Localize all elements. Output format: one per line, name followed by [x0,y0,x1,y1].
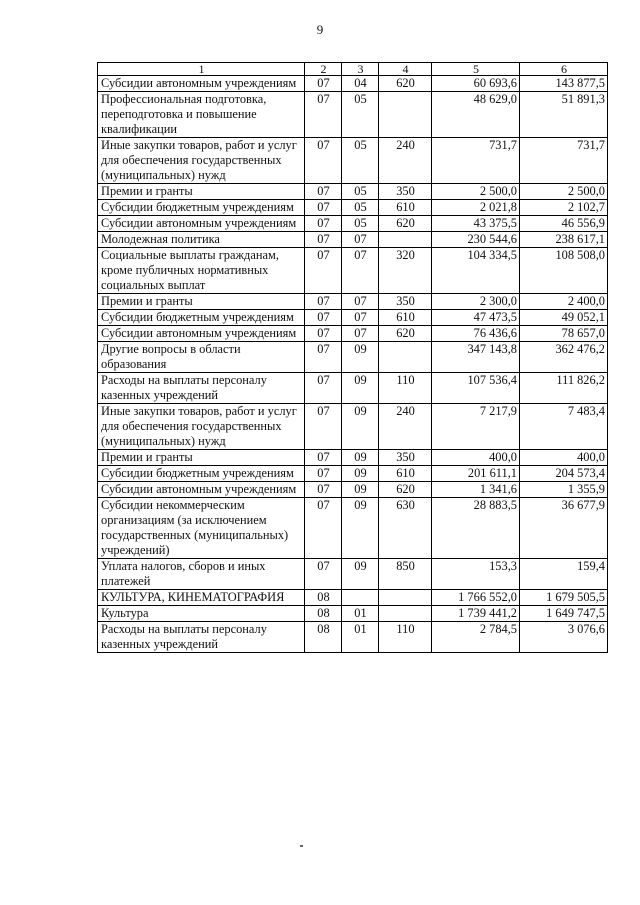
expense-type-cell: 350 [379,450,432,466]
subsection-code-cell: 05 [342,92,379,138]
amount-year2-cell: 3 076,6 [520,622,608,653]
table-row [98,184,608,200]
amount-year2-cell: 400,0 [520,450,608,466]
name-cell: Другие вопросы в области образования [98,342,305,373]
section-code-cell: 08 [305,606,342,622]
amount-year1-cell: 731,7 [432,138,520,184]
section-code-cell: 07 [305,310,342,326]
amount-year2-cell: 731,7 [520,138,608,184]
amount-year2-cell: 204 573,4 [520,466,608,482]
section-code-cell: 07 [305,76,342,92]
subsection-code-cell: 05 [342,200,379,216]
table-row [98,482,608,498]
section-code-cell: 07 [305,138,342,184]
amount-year2-cell: 111 826,2 [520,373,608,404]
name-cell: Социальные выплаты гражданам, кроме публичных нормативных социальных выплат [98,248,305,294]
name-cell: Субсидии некоммерческим организациям (за исключением государственных (муниципальных) учреждений) [98,498,305,559]
subsection-code-cell: 07 [342,294,379,310]
expense-type-cell: 110 [379,622,432,653]
table-row [98,590,608,606]
expense-type-cell: 240 [379,138,432,184]
amount-year2-cell: 49 052,1 [520,310,608,326]
budget-table [97,62,608,653]
amount-year2-cell: 1 355,9 [520,482,608,498]
name-cell: Субсидии бюджетным учреждениям [98,466,305,482]
table-row [98,498,608,559]
table-row [98,606,608,622]
table-header-row [98,63,608,76]
expense-type-cell: 350 [379,184,432,200]
name-cell: Профессиональная подготовка, переподготовка и повышение квалификации [98,92,305,138]
amount-year2-cell: 1 649 747,5 [520,606,608,622]
name-cell: Расходы на выплаты персоналу казенных учреждений [98,622,305,653]
amount-year2-cell: 7 483,4 [520,404,608,450]
amount-year2-cell: 362 476,2 [520,342,608,373]
table-row [98,622,608,653]
subsection-code-cell: 05 [342,184,379,200]
section-code-cell: 07 [305,482,342,498]
subsection-code-cell: 09 [342,498,379,559]
expense-type-cell: 110 [379,373,432,404]
section-code-cell: 07 [305,404,342,450]
amount-year1-cell: 2 300,0 [432,294,520,310]
name-cell: КУЛЬТУРА, КИНЕМАТОГРАФИЯ [98,590,305,606]
amount-year2-cell: 78 657,0 [520,326,608,342]
table-row [98,294,608,310]
amount-year2-cell: 1 679 505,5 [520,590,608,606]
amount-year1-cell: 60 693,6 [432,76,520,92]
header-cell: 2 [305,63,342,76]
section-code-cell: 07 [305,498,342,559]
name-cell: Премии и гранты [98,294,305,310]
amount-year1-cell: 107 536,4 [432,373,520,404]
section-code-cell: 07 [305,200,342,216]
subsection-code-cell: 05 [342,138,379,184]
amount-year1-cell: 43 375,5 [432,216,520,232]
scan-speck [300,845,303,847]
expense-type-cell: 620 [379,216,432,232]
name-cell: Иные закупки товаров, работ и услуг для обеспечения государственных (муниципальных) нужд [98,404,305,450]
name-cell: Премии и гранты [98,450,305,466]
amount-year1-cell: 1 739 441,2 [432,606,520,622]
table-row [98,76,608,92]
amount-year2-cell: 143 877,5 [520,76,608,92]
expense-type-cell [379,342,432,373]
subsection-code-cell: 09 [342,466,379,482]
amount-year2-cell: 159,4 [520,559,608,590]
expense-type-cell: 850 [379,559,432,590]
expense-type-cell: 610 [379,310,432,326]
amount-year1-cell: 28 883,5 [432,498,520,559]
subsection-code-cell: 07 [342,326,379,342]
section-code-cell: 07 [305,184,342,200]
subsection-code-cell [342,590,379,606]
name-cell: Субсидии автономным учреждениям [98,216,305,232]
section-code-cell: 07 [305,342,342,373]
header-cell: 1 [98,63,305,76]
subsection-code-cell: 09 [342,404,379,450]
expense-type-cell: 620 [379,326,432,342]
table-row [98,342,608,373]
amount-year1-cell: 1 766 552,0 [432,590,520,606]
section-code-cell: 07 [305,232,342,248]
amount-year1-cell: 1 341,6 [432,482,520,498]
amount-year2-cell: 51 891,3 [520,92,608,138]
amount-year2-cell: 2 102,7 [520,200,608,216]
table-row [98,466,608,482]
amount-year2-cell: 2 400,0 [520,294,608,310]
section-code-cell: 07 [305,450,342,466]
amount-year1-cell: 400,0 [432,450,520,466]
subsection-code-cell: 09 [342,450,379,466]
table-row [98,373,608,404]
section-code-cell: 08 [305,590,342,606]
section-code-cell: 07 [305,248,342,294]
section-code-cell: 08 [305,622,342,653]
amount-year1-cell: 104 334,5 [432,248,520,294]
section-code-cell: 07 [305,466,342,482]
expense-type-cell [379,232,432,248]
expense-type-cell [379,590,432,606]
header-cell: 5 [432,63,520,76]
name-cell: Субсидии автономным учреждениям [98,326,305,342]
expense-type-cell: 610 [379,466,432,482]
section-code-cell: 07 [305,294,342,310]
name-cell: Субсидии бюджетным учреждениям [98,200,305,216]
amount-year2-cell: 46 556,9 [520,216,608,232]
amount-year1-cell: 230 544,6 [432,232,520,248]
page-number: 9 [316,22,324,37]
amount-year1-cell: 2 784,5 [432,622,520,653]
table-row [98,232,608,248]
expense-type-cell [379,606,432,622]
header-cell: 3 [342,63,379,76]
subsection-code-cell: 01 [342,606,379,622]
subsection-code-cell: 01 [342,622,379,653]
name-cell: Премии и гранты [98,184,305,200]
subsection-code-cell: 09 [342,482,379,498]
name-cell: Иные закупки товаров, работ и услуг для обеспечения государственных (муниципальных) нужд [98,138,305,184]
section-code-cell: 07 [305,92,342,138]
subsection-code-cell: 09 [342,559,379,590]
subsection-code-cell: 07 [342,310,379,326]
subsection-code-cell: 07 [342,232,379,248]
expense-type-cell: 620 [379,76,432,92]
amount-year2-cell: 238 617,1 [520,232,608,248]
table-row [98,404,608,450]
expense-type-cell: 350 [379,294,432,310]
subsection-code-cell: 09 [342,342,379,373]
expense-type-cell: 610 [379,200,432,216]
amount-year1-cell: 48 629,0 [432,92,520,138]
section-code-cell: 07 [305,216,342,232]
table-row [98,450,608,466]
amount-year2-cell: 36 677,9 [520,498,608,559]
name-cell: Субсидии автономным учреждениям [98,76,305,92]
name-cell: Молодежная политика [98,232,305,248]
name-cell: Расходы на выплаты персоналу казенных учреждений [98,373,305,404]
amount-year1-cell: 2 021,8 [432,200,520,216]
subsection-code-cell: 04 [342,76,379,92]
header-cell: 6 [520,63,608,76]
table-row [98,216,608,232]
amount-year1-cell: 47 473,5 [432,310,520,326]
subsection-code-cell: 05 [342,216,379,232]
name-cell: Уплата налогов, сборов и иных платежей [98,559,305,590]
table-row [98,200,608,216]
subsection-code-cell: 07 [342,248,379,294]
table-row [98,559,608,590]
header-cell: 4 [379,63,432,76]
amount-year1-cell: 201 611,1 [432,466,520,482]
name-cell: Субсидии бюджетным учреждениям [98,310,305,326]
expense-type-cell: 620 [379,482,432,498]
table-row [98,310,608,326]
section-code-cell: 07 [305,559,342,590]
name-cell: Культура [98,606,305,622]
expense-type-cell: 320 [379,248,432,294]
table-row [98,326,608,342]
table-row [98,92,608,138]
subsection-code-cell: 09 [342,373,379,404]
amount-year1-cell: 153,3 [432,559,520,590]
table-row [98,138,608,184]
amount-year2-cell: 108 508,0 [520,248,608,294]
amount-year2-cell: 2 500,0 [520,184,608,200]
section-code-cell: 07 [305,373,342,404]
section-code-cell: 07 [305,326,342,342]
expense-type-cell: 630 [379,498,432,559]
amount-year1-cell: 2 500,0 [432,184,520,200]
expense-type-cell [379,92,432,138]
amount-year1-cell: 347 143,8 [432,342,520,373]
name-cell: Субсидии автономным учреждениям [98,482,305,498]
table-row [98,248,608,294]
expense-type-cell: 240 [379,404,432,450]
amount-year1-cell: 76 436,6 [432,326,520,342]
amount-year1-cell: 7 217,9 [432,404,520,450]
